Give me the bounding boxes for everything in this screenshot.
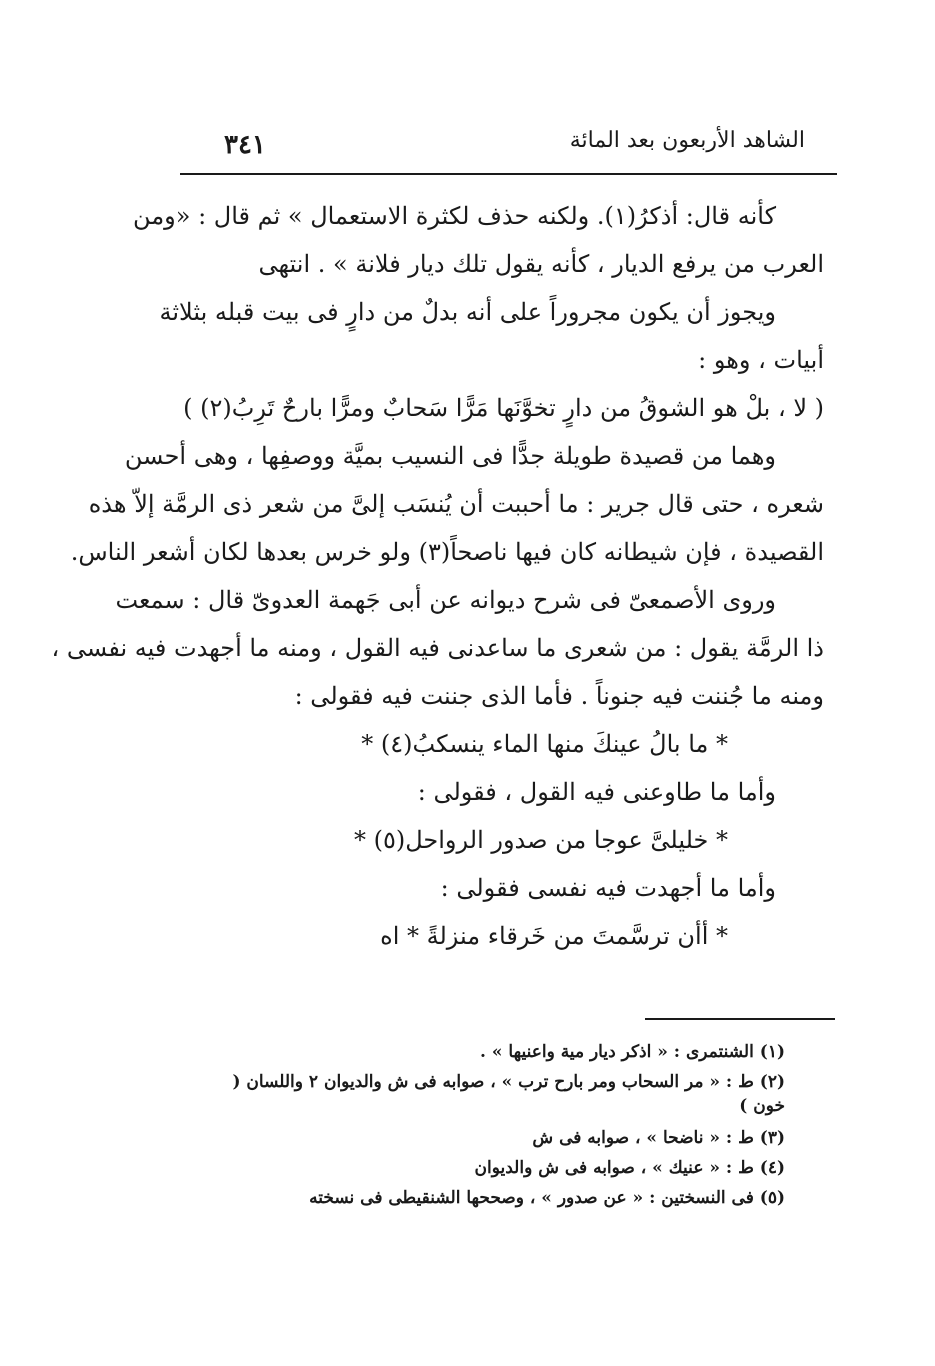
text-line: العرب من يرفع الديار ، كأنه يقول تلك ديار فلانة » . انتهى: [258, 250, 824, 278]
text-line: ومنه ما جُننت فيه جنوناً . فأما الذى جننت فيه فقولى :: [294, 682, 824, 710]
running-title: الشاهد الأربعون بعد المائة: [569, 128, 805, 153]
verse-line: ( لا ، بلْ هو الشوقُ من دارٍ تخوَّنَها مَرًّا سَحابٌ ومرًّا بارحٌ تَرِبُ(٢) ): [183, 394, 824, 422]
text-line: كأنه قال: أذكرُ(١). ولكنه حذف لكثرة الاستعمال » ثم قال : «ومن: [133, 202, 776, 230]
header-rule: [180, 173, 837, 175]
footnote: (٤) ط : « عنيك » ، صوابه فى ش والديوان: [474, 1158, 785, 1178]
footnote: (٥) فى النسختين : « عن صدور » ، وصححها الشنقيطى فى نسخته: [309, 1188, 785, 1208]
text-line: أبيات ، وهو :: [698, 346, 824, 374]
text-line: وروى الأصمعىّ فى شرح ديوانه عن أبى جَهمة العدوىّ قال : سمعت: [115, 586, 776, 614]
text-line: ذا الرمَّة يقول : من شعرى ما ساعدنى فيه القول ، ومنه ما أجهدت فيه نفسى ،: [51, 634, 824, 662]
footnote-rule: [645, 1018, 835, 1020]
main-text: [51, 192, 824, 960]
footnote: (١) الشنتمرى : « اذكر ديار مية واعنيها » .: [480, 1042, 785, 1062]
verse-line: * خليلىَّ عوجا من صدور الرواحل(٥) *: [353, 826, 728, 854]
verse-line: * أأن ترسَّمتَ من خَرقاء منزلةً * اه: [380, 922, 728, 950]
text-line: القصيدة ، فإن شيطانه كان فيها ناصحاً(٣) ولو خرس بعدها لكان أشعر الناس.: [70, 538, 824, 566]
text-line: وأما ما أجهدت فيه نفسى فقولى :: [440, 874, 776, 902]
text-line: وهما من قصيدة طويلة جدًّا فى النسيب بميَّة ووصفِها ، وهى أحسن: [124, 442, 776, 470]
text-line: شعره ، حتى قال جرير : ما أحببت أن يُنسَب إلىَّ من شعر ذى الرمَّة إلاّ هذه: [88, 490, 824, 518]
text-line: وأما ما طاوعنى فيه القول ، فقولى :: [417, 778, 776, 806]
footnote: (٢) ط : « مر السحاب ومر بارح ترب » ، صوابه فى ش والديوان ٢ واللسان ( خون ): [232, 1072, 785, 1116]
text-line: ويجوز أن يكون مجروراً على أنه بدلٌ من دارٍ فى بيت قبله بثلاثة: [159, 298, 776, 326]
page-number: ٣٤١: [224, 130, 266, 160]
footnote: (٣) ط : « ناضحا » ، صوابه فى ش: [532, 1128, 785, 1148]
footnotes: [225, 1040, 785, 1216]
page-header: [180, 122, 835, 172]
verse-line: * ما بالُ عينكَ منها الماء ينسكبُ(٤) *: [361, 730, 728, 758]
